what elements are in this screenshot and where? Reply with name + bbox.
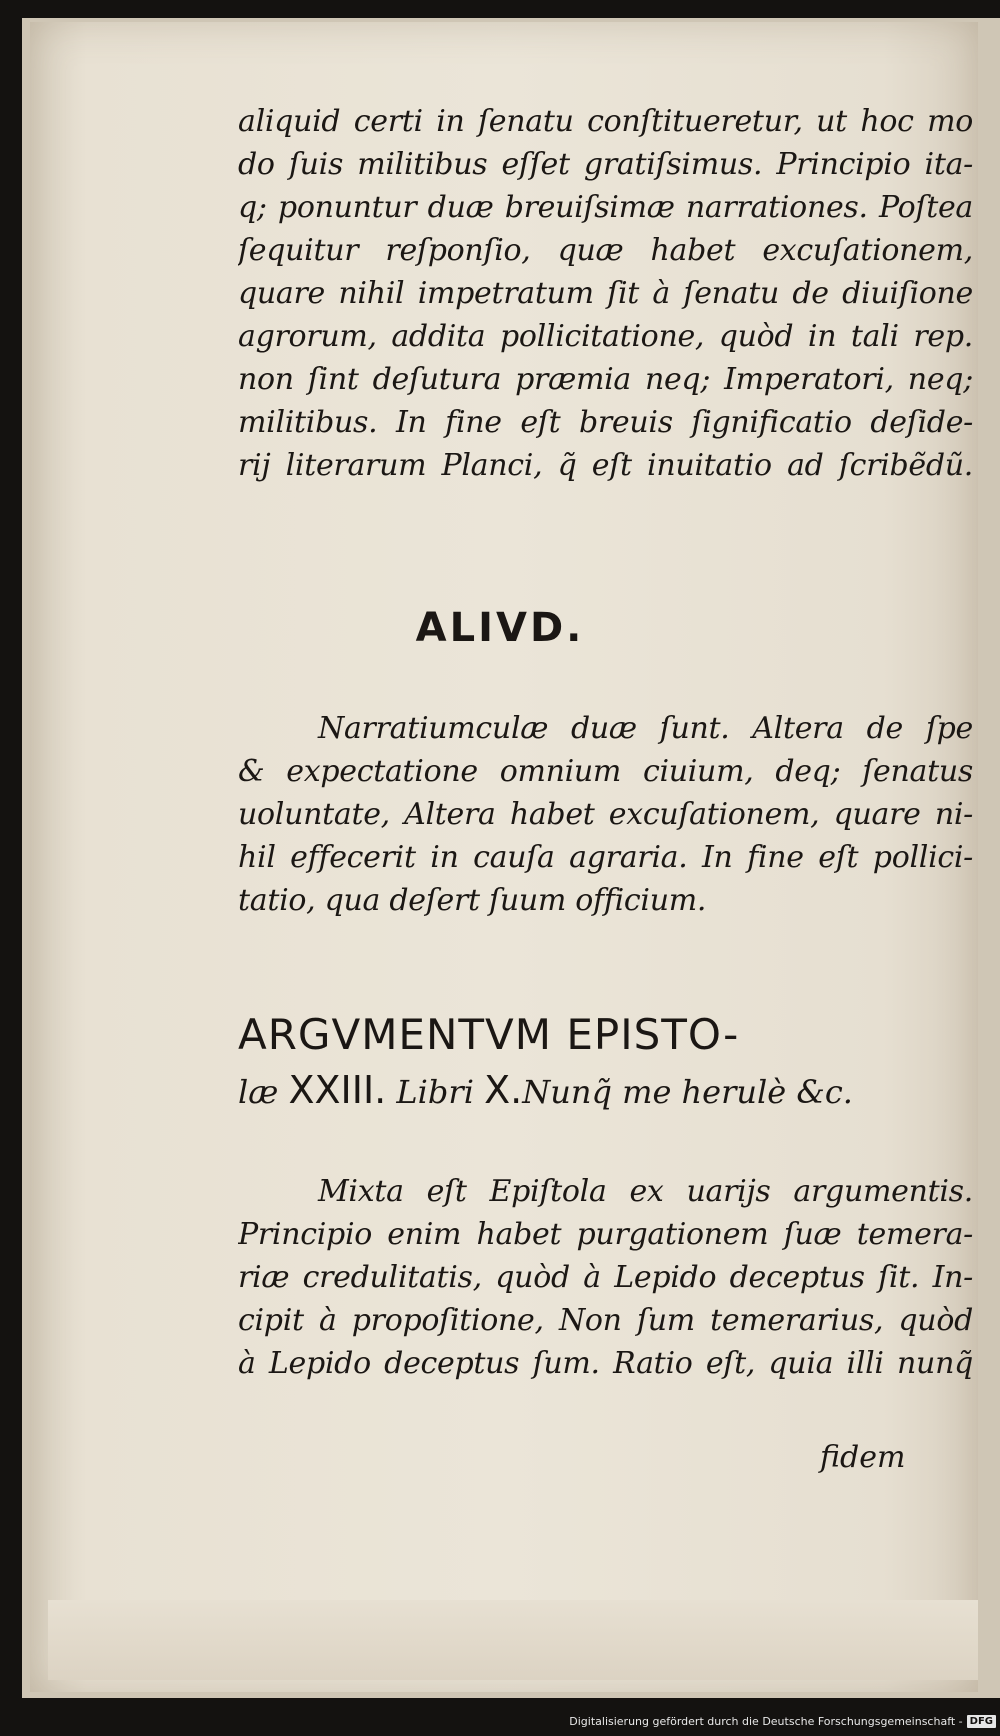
paragraph-1 (238, 100, 973, 487)
epistle-number: XXIII. (288, 1068, 387, 1112)
text-line: & expectatione omnium ciuium, deq; ſenatus (238, 754, 973, 789)
text-line: Mixta eſt Epiſtola ex uarijs argumentis. (318, 1174, 973, 1209)
argumentum-heading: ARGVMENTVM EPISTO- (238, 1010, 740, 1059)
text-line: à Lepido deceptus ſum. Ratio eſt, quia illi nunq̃ (238, 1346, 973, 1381)
text-line: quare nihil impetratum ſit à ſenatu de diuiſione (238, 276, 973, 311)
text-line: riæ credulitatis, quòd à Lepido deceptus ſit. In- (238, 1260, 973, 1295)
footer-attribution (569, 1708, 996, 1734)
text-line: do ſuis militibus eſſet gratiſsimus. Principio ita- (238, 147, 973, 182)
subheading-incipit: Nunq̃ me herulè &c. (522, 1073, 853, 1111)
book-number: X. (484, 1068, 523, 1112)
text-line: agrorum, addita pollicitatione, quòd in tali rep. (238, 319, 973, 354)
catchword: fidem (820, 1440, 906, 1475)
text-line: Narratiumculæ duæ ſunt. Altera de ſpe (318, 711, 973, 746)
subheading-mid: Libri (386, 1073, 485, 1111)
dfg-logo: DFG (967, 1715, 996, 1728)
page-bottom-shade (48, 1600, 978, 1680)
text-line: ſequitur reſponſio, quæ habet excuſationem, (238, 233, 973, 268)
text-line: aliquid certi in ſenatu conſtitueretur, ut hoc mo (238, 104, 973, 139)
text-line: Principio enim habet purgationem ſuæ temera- (238, 1217, 973, 1252)
paragraph-2 (238, 707, 973, 922)
text-line: cipit à propoſitione, Non ſum temerarius, quòd (238, 1303, 973, 1338)
subheading-prefix: læ (238, 1073, 289, 1111)
text-line: q; ponuntur duæ breuiſsimæ narrationes. Poſtea (238, 190, 973, 225)
text-line: non ſint deſutura præmia neq; Imperatori, neq; (238, 362, 973, 397)
text-line: tatio, qua deſert ſuum officium. (238, 883, 707, 918)
text-line: rij literarum Planci, q̃ eſt inuitatio ad ſcribẽdũ. (238, 448, 973, 483)
text-line: militibus. In fine eſt breuis ſignificatio deſide- (238, 405, 973, 440)
text-line: hil effecerit in cauſa agraria. In fine eſt pollici- (238, 840, 973, 875)
paragraph-3 (238, 1170, 973, 1385)
text-line: uoluntate, Altera habet excuſationem, quare ni- (238, 797, 973, 832)
footer-text: Digitalisierung gefördert durch die Deutsche Forschungsgemeinschaft - (569, 1714, 963, 1728)
section-heading-alivd: ALIVD. (415, 605, 585, 651)
argumentum-subheading (238, 1068, 973, 1112)
